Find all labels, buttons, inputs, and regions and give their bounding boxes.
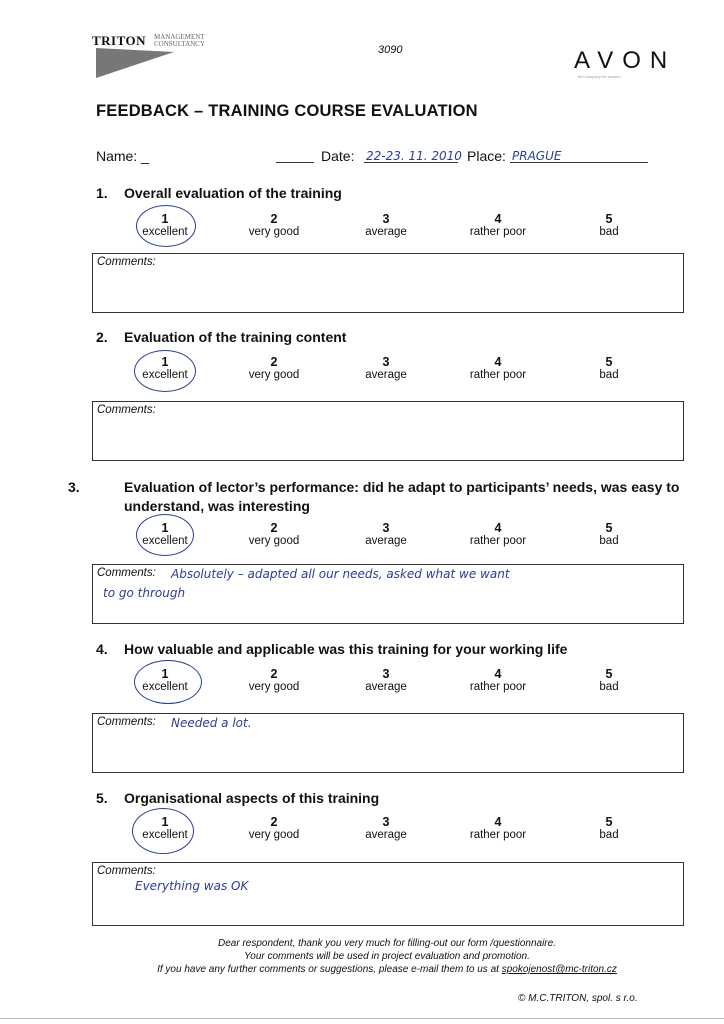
question-4	[96, 640, 656, 659]
form-number: 3090	[378, 44, 403, 56]
q5-comment-line1: Everything was OK	[135, 879, 249, 893]
triton-logo-sub2: CONSULTANCY	[154, 40, 205, 48]
q2-option-3[interactable]: 3 average	[365, 355, 407, 381]
q5-option-3[interactable]: 3 average	[365, 815, 407, 841]
q5-comments-box[interactable]	[92, 862, 684, 926]
q3-comments-label: Comments:	[97, 567, 156, 579]
q1-selection-circle	[136, 205, 196, 247]
question-2-number: 2.	[96, 329, 108, 345]
question-3-number: 3.	[68, 479, 80, 495]
q2-comments-box[interactable]	[92, 401, 684, 461]
q5-option-4[interactable]: 4 rather poor	[469, 815, 527, 841]
question-3	[68, 478, 684, 516]
q2-option-5[interactable]: 5 bad	[599, 355, 619, 381]
bottom-divider	[0, 1018, 724, 1019]
q5-option-5[interactable]: 5 bad	[599, 815, 619, 841]
q1-comments-label: Comments:	[97, 256, 156, 268]
q2-option-4[interactable]: 4 rather poor	[469, 355, 527, 381]
date-underline	[364, 162, 458, 163]
triton-logo	[92, 32, 232, 82]
footer-line2: Your comments will be used in project evaluation and promotion.	[244, 951, 530, 962]
q4-comments-label: Comments:	[97, 716, 156, 728]
q5-option-2[interactable]: 2 very good	[248, 815, 300, 841]
q4-option-5[interactable]: 5 bad	[599, 667, 619, 693]
q3-option-2[interactable]: 2 very good	[248, 521, 300, 547]
avon-logo-tagline: the company for women	[578, 74, 621, 79]
place-underline	[510, 162, 648, 163]
q3-option-3[interactable]: 3 average	[365, 521, 407, 547]
place-field[interactable]: PRAGUE	[512, 149, 562, 163]
q4-option-3[interactable]: 3 average	[365, 667, 407, 693]
question-2	[96, 328, 656, 347]
footer-line1: Dear respondent, thank you very much for filling-out our form /questionnaire.	[218, 938, 556, 949]
copyright: © M.C.TRITON, spol. s r.o.	[518, 993, 638, 1004]
q5-option-1[interactable]: 1 excellent	[142, 815, 188, 841]
q1-option-2[interactable]: 2 very good	[248, 212, 300, 238]
question-3-text: Evaluation of lector’s performance: did he adapt to participants’ needs, was easy to understand, was interesting	[124, 479, 680, 514]
q3-option-1[interactable]: 1 excellent	[142, 521, 188, 547]
q4-option-2[interactable]: 2 very good	[248, 667, 300, 693]
footer-line3	[92, 963, 682, 976]
q5-selection-circle	[132, 808, 194, 854]
triton-logo-name: TRITON	[92, 33, 147, 48]
footer-line3-text: If you have any further comments or suggestions, please e-mail them to us at	[157, 964, 499, 975]
question-1-text: Overall evaluation of the training	[124, 185, 342, 201]
q4-option-4[interactable]: 4 rather poor	[469, 667, 527, 693]
triton-logo-sub1: MANAGEMENT	[154, 33, 205, 41]
q3-selection-circle	[136, 514, 194, 556]
q3-comments-box[interactable]	[92, 564, 684, 624]
question-5-text: Organisational aspects of this training	[124, 790, 380, 806]
q4-comment-line1: Needed a lot.	[171, 716, 252, 730]
q5-comments-label: Comments:	[97, 865, 156, 877]
q2-comments-label: Comments:	[97, 404, 156, 416]
name-underline	[276, 162, 314, 163]
question-4-text: How valuable and applicable was this training for your working life	[124, 641, 568, 657]
q3-comment-line1: Absolutely – adapted all our needs, asked what we want	[171, 567, 510, 581]
q3-comment-line2: to go through	[103, 586, 186, 600]
q1-option-4[interactable]: 4 rather poor	[469, 212, 527, 238]
question-4-number: 4.	[96, 641, 108, 657]
triton-arrow-icon	[94, 46, 174, 80]
question-5-number: 5.	[96, 790, 108, 806]
place-label: Place:	[467, 148, 506, 164]
question-1	[96, 184, 656, 203]
footer-email-link[interactable]: spokojenost@mc-triton.cz	[501, 964, 617, 975]
q1-option-1[interactable]: 1 excellent	[142, 212, 188, 238]
q4-selection-circle	[134, 660, 202, 704]
name-label: Name: _	[96, 148, 149, 164]
q2-option-1[interactable]: 1 excellent	[142, 355, 188, 381]
q3-option-4[interactable]: 4 rather poor	[469, 521, 527, 547]
question-2-text: Evaluation of the training content	[124, 329, 347, 345]
footer-note	[92, 937, 682, 976]
question-5	[96, 789, 656, 808]
q2-option-2[interactable]: 2 very good	[248, 355, 300, 381]
q4-option-1[interactable]: 1 excellent	[142, 667, 188, 693]
question-1-number: 1.	[96, 185, 108, 201]
date-label: Date:	[321, 148, 355, 164]
q1-comments-box[interactable]	[92, 253, 684, 313]
q4-comments-box[interactable]	[92, 713, 684, 773]
avon-logo: AVON	[574, 47, 677, 74]
date-field[interactable]: 22-23. 11. 2010	[366, 149, 462, 163]
q1-option-5[interactable]: 5 bad	[599, 212, 619, 238]
q2-selection-circle	[134, 350, 196, 392]
page-title: FEEDBACK – TRAINING COURSE EVALUATION	[96, 102, 478, 120]
q1-option-3[interactable]: 3 average	[365, 212, 407, 238]
q3-option-5[interactable]: 5 bad	[599, 521, 619, 547]
